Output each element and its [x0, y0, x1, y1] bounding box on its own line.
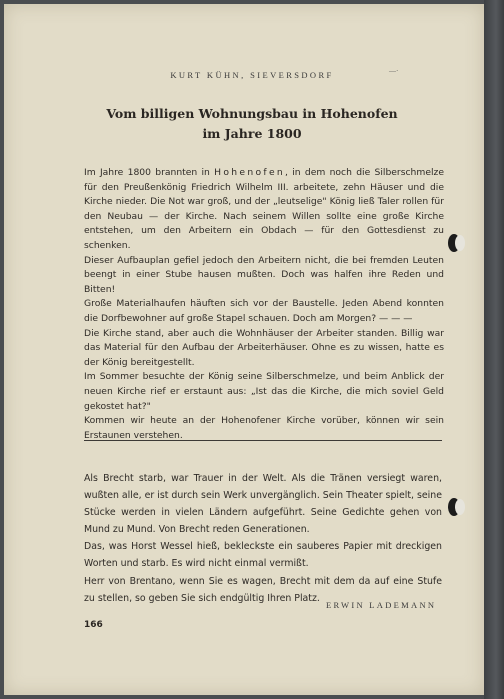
- section-divider: [84, 440, 442, 441]
- paragraph-text: , in dem noch die Silberschmelze für den Preußenkönig Friedrich Wilhelm III. arbeitete, zehn Häuser und die Kirche nieder. Die Not war groß, und der „leutselige" König ließ Taler rollen für den Neubau — der Kirche. Nach seinem Willen sollte eine große Kirche entstehen, um den Arbeitern ein Obdach — für den Gottesdienst zu schenken.: [84, 167, 444, 251]
- paragraph: Kommen wir heute an der Hohenofener Kirche vorüber, können wir sein Erstaunen verstehen.: [84, 415, 444, 441]
- page-number: 166: [84, 620, 103, 630]
- poem-title: [0, 104, 504, 144]
- paragraph-text: Im Jahre 1800 brannten in: [84, 167, 215, 178]
- paragraph: Große Materialhaufen häuften sich vor der Baustelle. Jeden Abend konnten die Dorfbewohner auf große Stapel schauen. Doch am Morgen? — — —: [84, 298, 444, 324]
- poem-title-line-2: im Jahre 1800: [202, 126, 302, 141]
- second-text-body: [84, 470, 442, 607]
- author-heading: KURT KÜHN, SIEVERSDORF: [170, 70, 334, 80]
- poem-title-line-1: Vom billigen Wohnungsbau in Hohenofen: [106, 106, 398, 121]
- punch-hole-top: [448, 234, 460, 252]
- paragraph: Im Sommer besuchte der König seine Silberschmelze, und beim Anblick der neuen Kirche rief er erstaunt aus: „Ist das die Kirche, die mich soviel Geld gekostet hat?": [84, 371, 444, 412]
- paragraph: Herr von Brentano, wenn Sie es wagen, Brecht mit dem da auf eine Stufe zu stellen, so geben Sie sich endgültig Ihren Platz.: [84, 575, 442, 604]
- punch-hole-bottom: [448, 498, 460, 516]
- author-signature: ERWIN LADEMANN: [326, 600, 437, 610]
- place-name: Hohenofen: [214, 167, 286, 178]
- paragraph: Die Kirche stand, aber auch die Wohnhäuser der Arbeiter standen. Billig war das Material für den Aufbau der Arbeiterhäuser. Ohne es zu wissen, hatte es der König bereitgestellt.: [84, 327, 444, 368]
- margin-mark: —·: [389, 67, 399, 75]
- paragraph: Das, was Horst Wessel hieß, bekleckste ein sauberes Papier mit dreckigen Worten und starb. Es wird nicht einmal vermißt.: [84, 541, 442, 570]
- paragraph: [84, 166, 444, 254]
- story-body: [84, 166, 444, 443]
- paragraph: Als Brecht starb, war Trauer in der Welt. Als die Tränen versiegt waren, wußten alle, er ist durch sein Werk unvergänglich. Sein Theater spielt, seine Stücke werden in vielen Ländern aufgeführt. Seine Gedichte gehen von Mund zu Mund. Von Brecht reden Generationen.: [84, 473, 442, 536]
- paragraph: Dieser Aufbauplan gefiel jedoch den Arbeitern nicht, die bei fremden Leuten beengt in einer Stube hausen mußten. Doch was halfen ihre Reden und Bitten!: [84, 254, 444, 295]
